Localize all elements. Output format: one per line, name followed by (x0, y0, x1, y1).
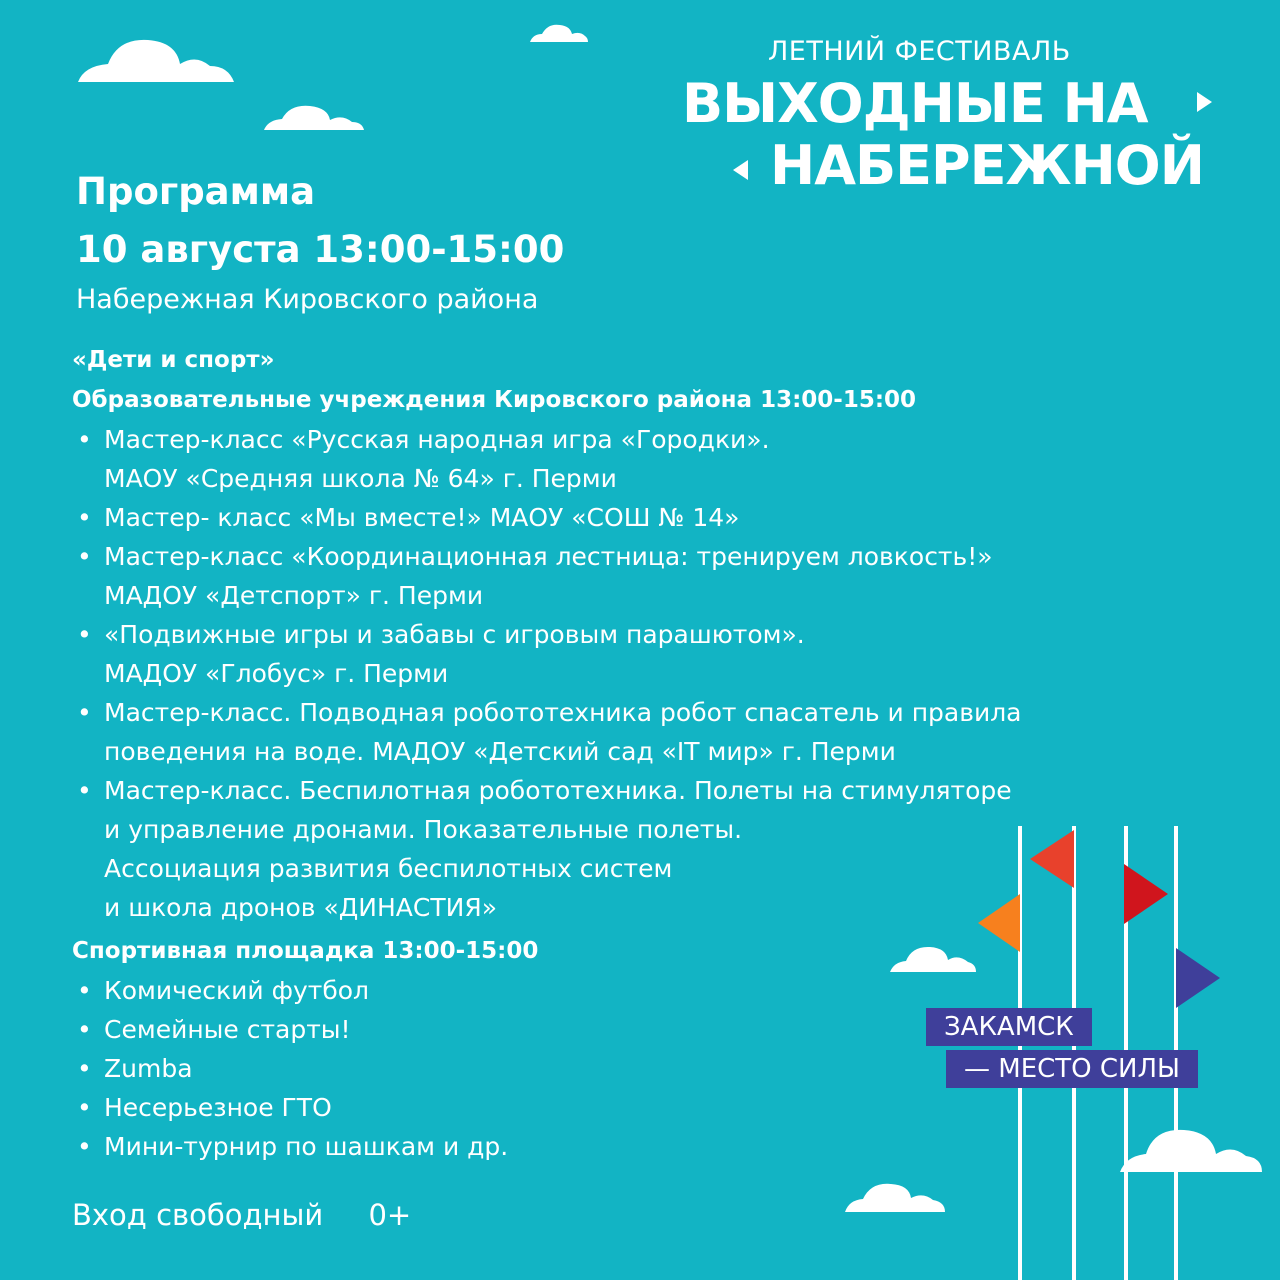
badge-line1: ЗАКАМСК (926, 1008, 1092, 1046)
cloud-icon (530, 22, 588, 44)
program-date-time: 10 августа 13:00-15:00 (76, 228, 565, 271)
purple-flag-icon (1176, 948, 1220, 1008)
badge-line2: — МЕСТО СИЛЫ (946, 1050, 1198, 1088)
list-item: • Мини-турнир по шашкам и др. (72, 1127, 1232, 1166)
red-flag-icon (1030, 830, 1074, 888)
cloud-icon (845, 1178, 945, 1214)
list-item: • Комический футбол (72, 971, 1232, 1010)
list-item: • Мастер-класс «Координационная лестница: тренируем ловкость!» МАДОУ «Детспорт» г. Перми (72, 537, 1232, 615)
cloud-icon (78, 36, 234, 86)
section1-name: «Дети и спорт» (72, 347, 275, 373)
list-item: • Несерьезное ГТО (72, 1088, 1232, 1127)
program-heading: Программа (76, 170, 316, 213)
arrow-right-icon (1197, 92, 1212, 112)
arrow-left-icon (733, 160, 748, 180)
list-item: • Мастер- класс «Мы вместе!» МАОУ «СОШ № 14» (72, 498, 1232, 537)
entry-text: Вход свободный (72, 1198, 324, 1232)
list-item: • Мастер-класс. Беспилотная робототехника. Полеты на стимуляторе и управление дронами. Показательные полеты. Ассоциация развития беспилотных систем и школа дронов «ДИНАСТИЯ» (72, 771, 1232, 927)
list-item: • Zumba (72, 1049, 1232, 1088)
dark-red-flag-icon (1124, 864, 1168, 924)
list-item: • Мастер-класс. Подводная робототехника робот спасатель и правила поведения на воде. МАДОУ «Детский сад «IT мир» г. Перми (72, 693, 1232, 771)
cloud-icon (264, 102, 364, 132)
list-item: • Семейные старты! (72, 1010, 1232, 1049)
orange-flag-icon (978, 894, 1020, 952)
festival-title-line1: ВЫХОДНЫЕ НА (682, 72, 1148, 135)
festival-title-line2: НАБЕРЕЖНОЙ (770, 134, 1204, 197)
section1-title: Образовательные учреждения Кировского района 13:00-15:00 (72, 387, 917, 413)
footer (72, 1198, 411, 1232)
list-item: • Мастер-класс «Русская народная игра «Городки». МАОУ «Средняя школа № 64» г. Перми (72, 420, 1232, 498)
section2-title: Спортивная площадка 13:00-15:00 (72, 938, 539, 964)
age-rating: 0+ (368, 1198, 412, 1232)
program-location: Набережная Кировского района (76, 284, 539, 315)
festival-subtitle: ЛЕТНИЙ ФЕСТИВАЛЬ (768, 36, 1071, 67)
list-item: • «Подвижные игры и забавы с игровым парашютом». МАДОУ «Глобус» г. Перми (72, 615, 1232, 693)
